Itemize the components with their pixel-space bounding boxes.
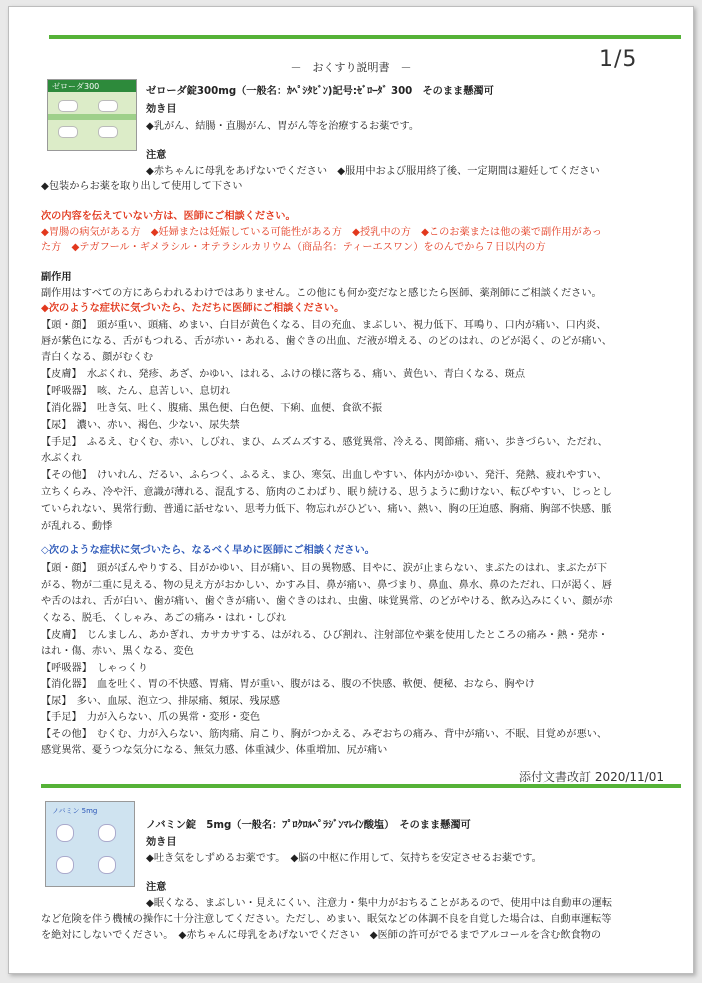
page-number: 1/5 [599,47,638,72]
urgent-line: 【呼吸器】 咳、たん、息苦しい、息切れ [41,386,231,397]
consult-heading: 次の内容を伝えていない方は、医師にご相談ください。 [41,211,296,222]
novamin-package-image [45,801,135,887]
soon-heading: ◇次のような症状に気づいたら、なるべく早めに医師にご相談ください。 [41,545,375,556]
urgent-line: 水ぶくれ [41,453,82,464]
urgent-line: 【その他】 けいれん、だるい、ふらつく、ふるえ、まひ、寒気、出血しやすい、体内がかゆい、発汗、発熱、疲れやすい、 [41,470,607,481]
drug2-caution-heading: 注意 [146,882,167,893]
drug2-caution-line: など危険を伴う機械の操作に十分注意してください。ただし、めまい、眠気などの体調不良を自覚した場合は、自動車運転等 [41,914,612,925]
drug1-caution-line: ◆赤ちゃんに母乳をあげないでください ◆服用中および服用終了後、一定期間は避妊してください [146,166,600,177]
consult-line: た方 ◆テガフール・ギメラシル・オテラシルカリウム（商品名：ティーエスワン）をのんでから７日以内の方 [41,242,546,253]
drug2-effect-heading: 効き目 [146,837,177,848]
soon-line: や舌のはれ、舌が白い、歯が痛い、歯ぐきが痛い、歯ぐきのはれ、虫歯、味覚異常、のどがやける、飲み込みにくい、顔が赤 [41,596,613,607]
urgent-line: 青白くなる、顔がむくむ [41,352,154,363]
soon-line: 【手足】 力が入らない、爪の異常・変形・変色 [41,712,261,723]
urgent-line: 【手足】 ふるえ、むくむ、赤い、しびれ、まひ、ムズムズする、感覚異常、冷える、関節痛、痛い、歩きづらい、ただれ、 [41,437,608,448]
drug1-caution-heading: 注意 [146,150,167,161]
urgent-line: 【消化器】 吐き気、吐く、腹痛、黒色便、白色便、下痢、血便、食欲不振 [41,403,383,414]
revision-date: 添付文書改訂 2020/11/01 [519,770,664,784]
urgent-line: が乱れる、動悸 [41,521,113,532]
xeloda-package-image [47,79,137,151]
drug2-effect: ◆吐き気をしずめるお薬です。 ◆脳の中枢に作用して、気持ちを安定させるお薬です。 [146,853,542,864]
drug1-effect: ◆乳がん、結腸・直腸がん、胃がん等を治療するお薬です。 [146,121,420,132]
side-effect-intro: 副作用はすべての方にあらわれるわけではありません。この他にも何か変だなと感じたら医師、薬剤師にご相談ください。 [41,288,602,299]
top-green-rule [49,35,681,39]
soon-line: 【呼吸器】 しゃっくり [41,663,148,674]
urgent-line: 唇が紫色になる、舌がもつれる、舌が赤い・あれる、歯ぐきの出血、だ液が増える、のどのはれ、のどが渇く、のどが痛い、 [41,336,612,347]
soon-line: 感覚異常、憂うつな気分になる、無気力感、体重減少、体重増加、尻が痛い [41,745,388,756]
urgent-line: 【皮膚】 水ぶくれ、発疹、あざ、かゆい、はれる、ふけの様に落ちる、痛い、黄色い、青白くなる、斑点 [41,369,526,380]
soon-line: 【尿】 多い、血尿、泡立つ、排尿痛、頻尿、残尿感 [41,696,280,707]
consult-line: ◆胃腸の病気がある方 ◆妊婦または妊娠している可能性がある方 ◆授乳中の方 ◆このお薬または他の薬で副作用があっ [41,227,602,238]
package-label: ゼローダ300 [52,82,100,91]
urgent-line: 【尿】 濃い、赤い、褐色、少ない、尿失禁 [41,420,240,431]
package-label: ノバミン 5mg [52,807,98,815]
drug2-caution-line: ◆眠くなる、まぶしい・見えにくい、注意力・集中力がおちることがあるので、使用中は自動車の運転 [146,898,613,909]
soon-line: がる、物が二重に見える、物の見え方がおかしい、かすみ目、鼻が痛い、鼻づまり、鼻血、鼻水、鼻のただれ、口が渇く、唇 [41,580,612,591]
drug1-name: ゼローダ錠300mg（一般名：ｶﾍﾟｼﾀﾋﾞﾝ)記号:ｾﾞﾛｰﾀﾞ 300 そのまま懸濁可 [146,86,494,97]
drug2-caution-line: を絶対にしないでください。 ◆赤ちゃんに母乳をあげないでください ◆医師の許可がでるまでアルコールを含む飲食物の [41,930,602,941]
side-effect-heading: 副作用 [41,272,72,283]
soon-line: 【頭・顔】 頭がぼんやりする、目がかゆい、目が痛い、目の異物感、目やに、涙が止まらない、まぶたのはれ、まぶたが下 [41,563,608,574]
drug2-name: ノバミン錠 5mg（一般名：ﾌﾟﾛｸﾛﾙﾍﾟﾗｼﾞﾝﾏﾚｲﾝ酸塩） そのまま懸濁可 [146,820,471,831]
section-green-rule [41,784,681,788]
drug1-effect-heading: 効き目 [146,104,177,115]
soon-line: はれ・傷、赤い、黒くなる、変色 [41,646,194,657]
urgent-line: 【頭・顔】 頭が重い、頭痛、めまい、白目が黄色くなる、目の充血、まぶしい、視力低下、耳鳴り、口内が痛い、口内炎、 [41,320,607,331]
urgent-line: ていられない、異常行動、普通に話せない、思考力低下、物忘れがひどい、痛い、熱い、胸の圧迫感、胸痛、胸部不快感、脈 [41,504,612,515]
soon-line: 【消化器】 血を吐く、胃の不快感、胃痛、胃が重い、腹がはる、腹の不快感、軟便、便秘、おなら、胸やけ [41,679,535,690]
medicine-leaflet-page [8,6,694,974]
soon-line: くなる、脱毛、くしゃみ、あごの痛み・はれ・しびれ [41,613,287,624]
urgent-line: 立ちくらみ、冷や汗、意識が薄れる、混乱する、筋肉のこわばり、眠り続ける、思うように動けない、転びやすい、じっとし [41,487,613,498]
soon-line: 【皮膚】 じんましん、あかぎれ、カサカサする、はがれる、ひび割れ、注射部位や薬を使用したところの痛み・熱・発赤・ [41,630,609,641]
soon-line: 【その他】 むくむ、力が入らない、筋肉痛、肩こり、胸がつかえる、みぞおちの痛み、背中が痛い、不眠、目覚めが悪い、 [41,729,608,740]
drug1-caution-line: ◆包装からお薬を取り出して使用して下さい [41,181,243,192]
urgent-heading: ◆次のような症状に気づいたら、ただちに医師にご相談ください。 [41,303,345,314]
leaflet-title: － おくすり説明書 － [290,61,412,74]
